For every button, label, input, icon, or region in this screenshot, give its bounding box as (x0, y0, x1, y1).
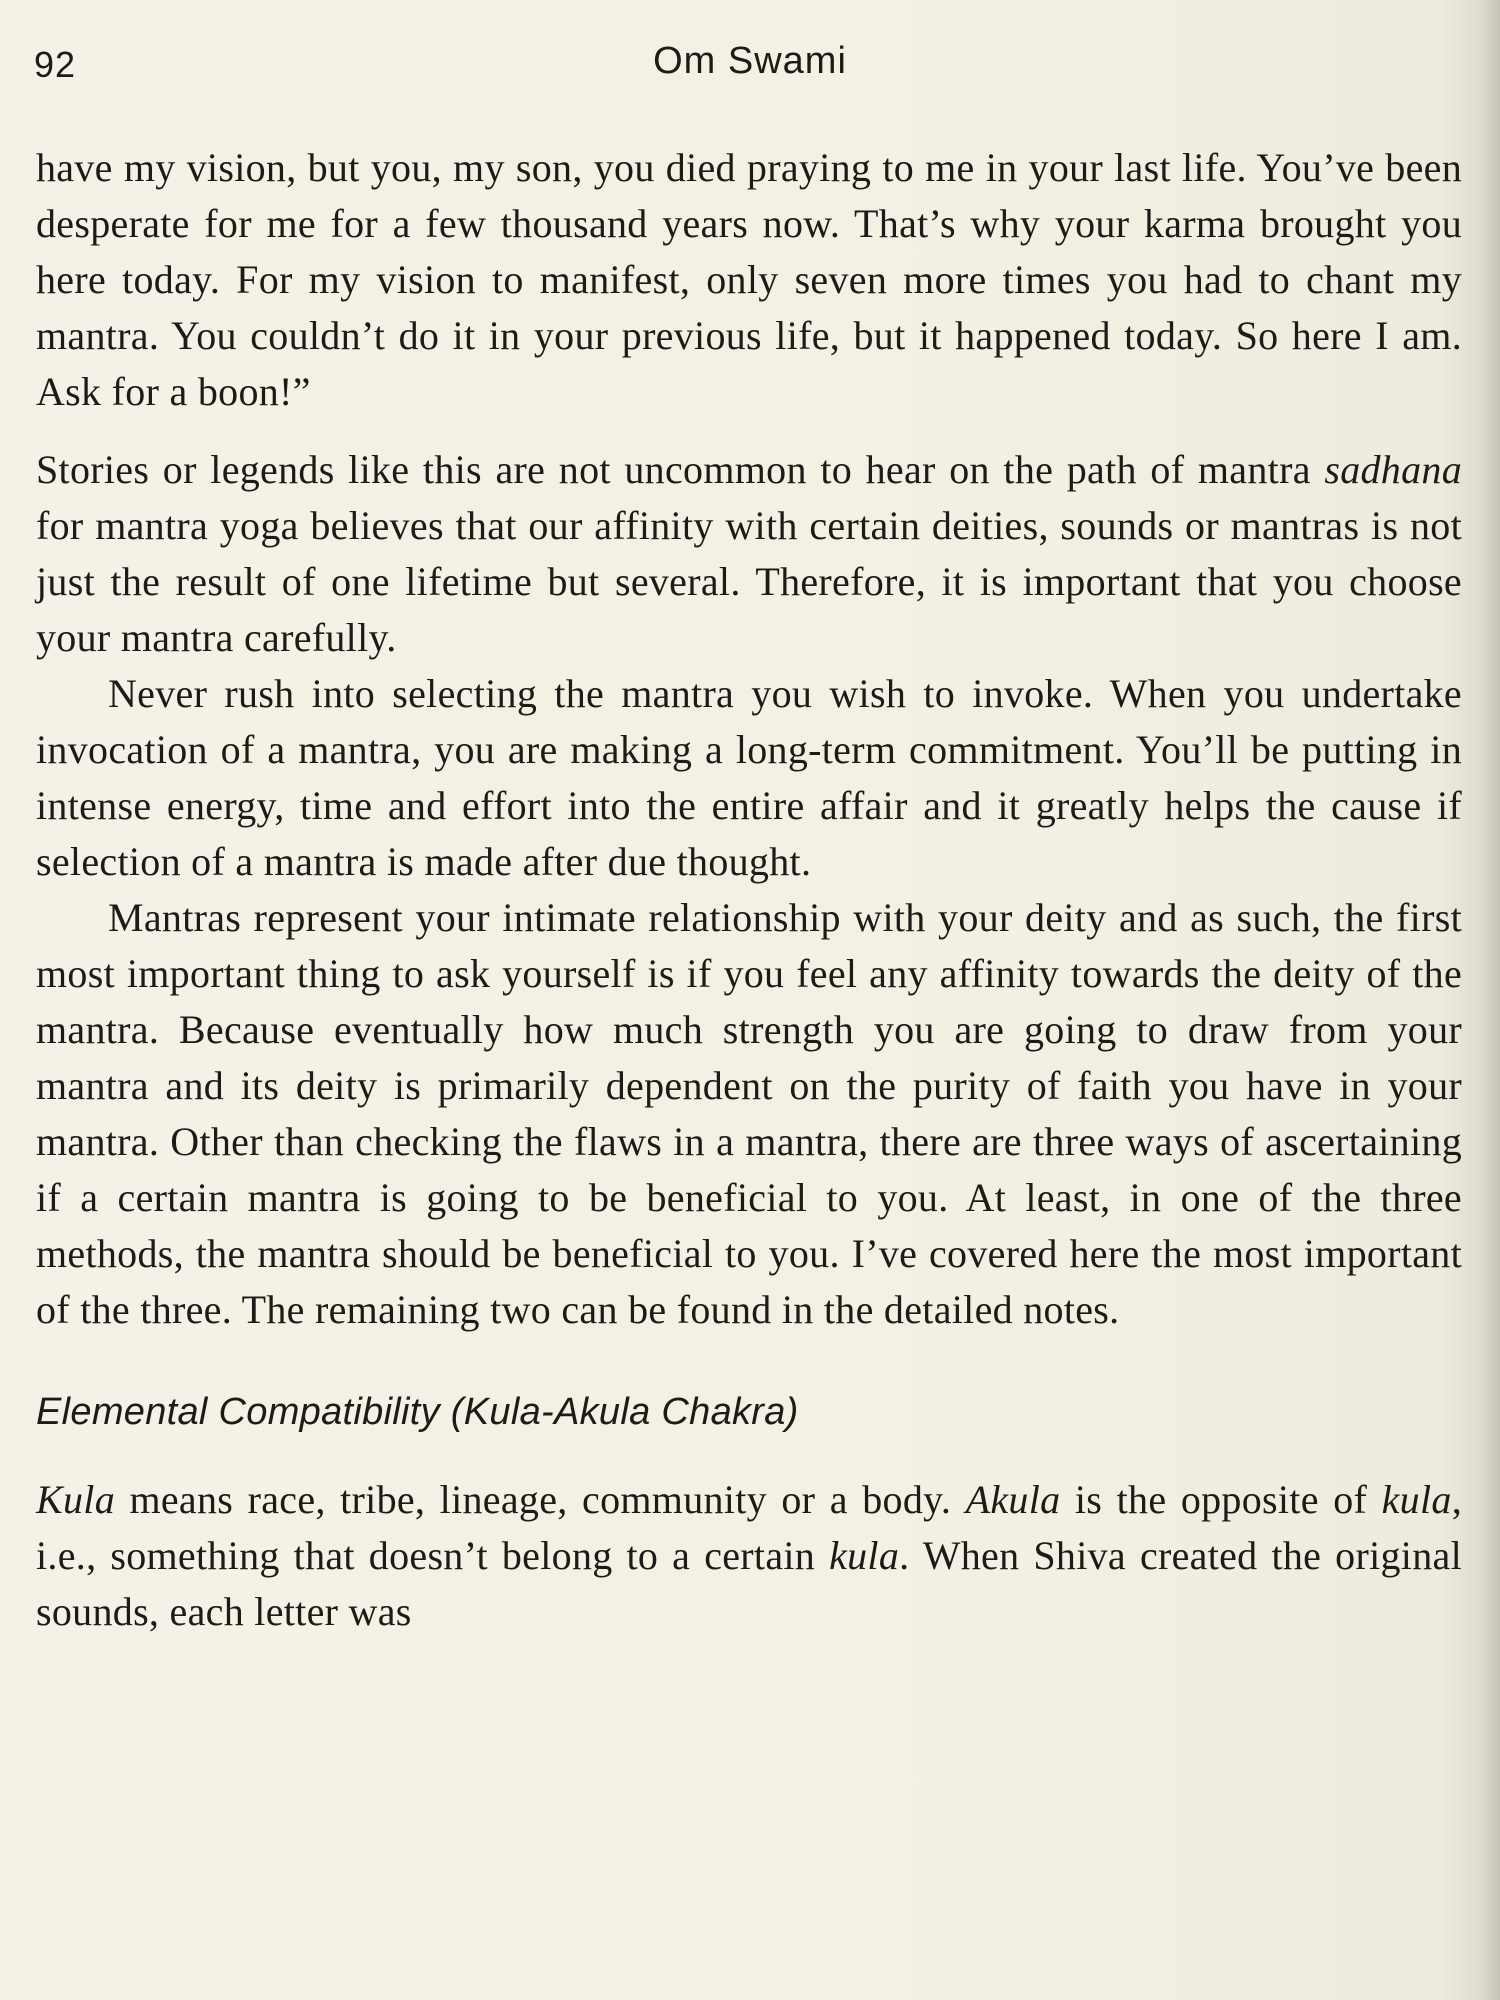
page-number: 92 (34, 44, 77, 85)
paragraph-1: have my vision, but you, my son, you died praying to me in your last life. You’ve been desperate for me for a few thousand years now. That’s why your karma brought you here today. For my vision to manifest, only seven more times you had to chant my mantra. You couldn’t do it in your previous life, but it happened today. So here I am. Ask for a boon!” (36, 145, 1462, 414)
body-text (36, 140, 1462, 1640)
running-head: Om Swami (653, 40, 847, 82)
kula-term-3: kula (829, 1533, 900, 1578)
paragraph-5-text-3: , i.e., something that doesn’t belong to a certain (36, 1477, 1462, 1578)
paragraph-5-text-2: is the opposite of (1060, 1477, 1382, 1522)
sadhana-term: sadhana (1324, 447, 1462, 492)
kula-term: Kula (36, 1477, 115, 1522)
paragraph-2 (36, 442, 1462, 666)
kula-term-2: kula (1381, 1477, 1452, 1522)
paragraph-5 (36, 1472, 1462, 1640)
paragraph-2-text-b: for mantra yoga believes that our affinity with certain deities, sounds or mantras is not just the result of one lifetime but several. Therefore, it is important that you choose your mantra carefully. (36, 503, 1462, 660)
section-heading: Elemental Compatibility (Kula-Akula Chakra) (36, 1391, 799, 1433)
paragraph-2-text-a: Stories or legends like this are not uncommon to hear on the path of mantra (36, 447, 1325, 492)
paragraph-5-text-4: . When Shiva created the original sounds, each letter was (36, 1533, 1462, 1634)
paragraph-4: Mantras represent your intimate relationship with your deity and as such, the first most important thing to ask yourself is if you feel any affinity towards the deity of the mantra. Because eventually how much strength you are going to draw from your mantra and its deity is primarily dependent on the purity of faith you have in your mantra. Other than checking the flaws in a mantra, there are three ways of ascertaining if a certain mantra is going to be beneficial to you. At least, in one of the three methods, the mantra should be beneficial to you. I’ve covered here the most important of the three. The remaining two can be found in the detailed notes. (36, 895, 1462, 1332)
paragraph-3: Never rush into selecting the mantra you wish to invoke. When you undertake invocation of a mantra, you are making a long-term commitment. You’ll be putting in intense energy, time and effort into the entire affair and it greatly helps the cause if selection of a mantra is made after due thought. (36, 671, 1462, 884)
paragraph-5-text-1: means race, tribe, lineage, community or a body. (115, 1477, 966, 1522)
akula-term: Akula (965, 1477, 1061, 1522)
page-edge-shadow (1482, 0, 1500, 2000)
